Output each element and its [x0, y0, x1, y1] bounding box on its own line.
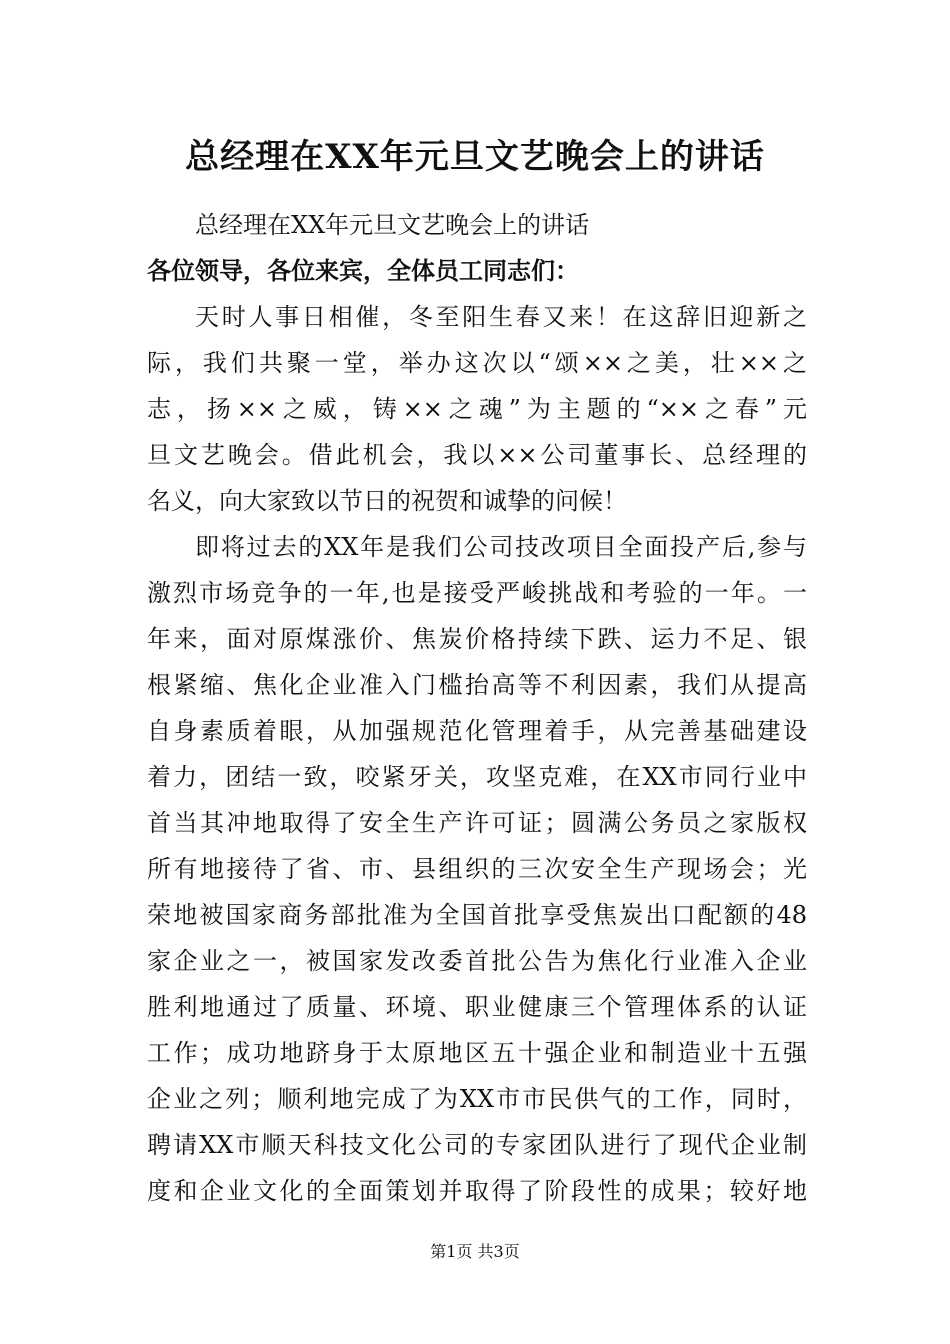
document-body: [147, 202, 807, 1214]
text-line: 即将过去的XX年是我们公司技改项目全面投产后,参与: [195, 533, 807, 561]
text-line: 聘请XX市顺天科技文化公司的专家团队进行了现代企业制: [147, 1131, 807, 1159]
text-line: 根紧缩、焦化企业准入门槛抬高等不利因素，我们从提高: [147, 671, 807, 699]
text-line: 家企业之一，被国家发改委首批公告为焦化行业准入企业: [147, 947, 807, 975]
text-line: 度和企业文化的全面策划并取得了阶段性的成果；较好地: [147, 1177, 807, 1205]
text-line: 旦文艺晚会。借此机会，我以××公司董事长、总经理的: [147, 441, 807, 469]
text-line: 所有地接待了省、市、县组织的三次安全生产现场会；光: [147, 855, 807, 883]
text-line: 着力，团结一致，咬紧牙关，攻坚克难，在XX市同行业中: [147, 763, 807, 791]
text-line: 工作；成功地跻身于太原地区五十强企业和制造业十五强: [147, 1039, 807, 1067]
text-line: 企业之列；顺利地完成了为XX市市民供气的工作，同时，: [147, 1085, 807, 1113]
text-line: 总经理在XX年元旦文艺晚会上的讲话: [195, 211, 590, 239]
document-title: 总经理在XX年元旦文艺晚会上的讲话: [185, 137, 765, 177]
text-line: 际，我们共聚一堂，举办这次以“颂××之美，壮××之: [147, 349, 807, 377]
text-line: 激烈市场竞争的一年,也是接受严峻挑战和考验的一年。一: [147, 579, 807, 607]
text-line: 荣地被国家商务部批准为全国首批享受焦炭出口配额的48: [147, 901, 807, 929]
text-line: 首当其冲地取得了安全生产许可证；圆满公务员之家版权: [147, 809, 807, 837]
text-line: 天时人事日相催，冬至阳生春又来！在这辞旧迎新之: [195, 303, 807, 331]
page-footer: 第1页 共3页: [430, 1242, 520, 1261]
text-line: 志，扬××之威，铸××之魂”为主题的“××之春”元: [147, 395, 807, 423]
salutation-line: 各位领导，各位来宾，全体员工同志们：: [147, 256, 579, 285]
text-line: 胜利地通过了质量、环境、职业健康三个管理体系的认证: [147, 993, 807, 1021]
text-line: 名义，向大家致以节日的祝贺和诚挚的问候！: [147, 487, 627, 515]
text-line: 年来，面对原煤涨价、焦炭价格持续下跌、运力不足、银: [147, 625, 807, 653]
text-line: 自身素质着眼，从加强规范化管理着手，从完善基础建设: [147, 717, 807, 745]
